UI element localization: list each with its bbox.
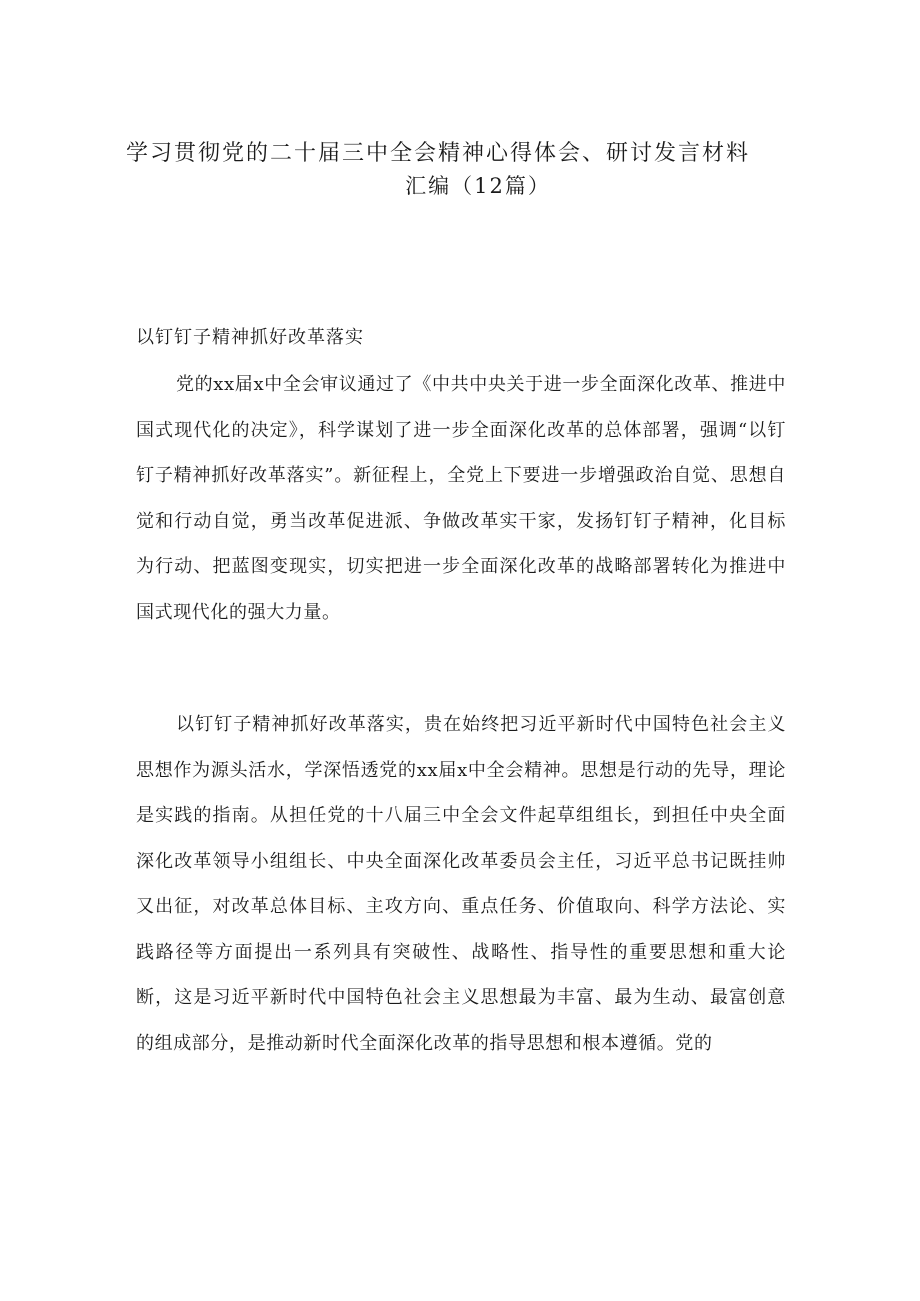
document-title-line-1: 学习贯彻党的二十届三中全会精神心得体会、研讨发言材料 (125, 141, 750, 166)
section-heading: 以钉钉子精神抓好改革落实 (136, 327, 364, 348)
body-paragraph-2: 以钉钉子精神抓好改革落实，贵在始终把习近平新时代中国特色社会主义思想作为源头活水，学深悟透党的xx届x中全会精神。思想是行动的先导，理论是实践的指南。从担任党的十八届三中全会文件起草组组长，到担任中央全面深化改革领导小组组长、中央全面深化改革委员会主任，习近平总书记既挂帅又出征，对改革总体目标、主攻方向、重点任务、价值取向、科学方法论、实践路径等方面提出一系列具有突破性、战略性、指导性的重要思想和重大论断，这是习近平新时代中国特色社会主义思想最为丰富、最为生动、最富创意的组成部分，是推动新时代全面深化改革的指导思想和根本遵循。党的 (136, 714, 786, 1054)
document-title-line-2: 汇编（12篇） (405, 174, 551, 198)
body-paragraph-1: 党的xx届x中全会审议通过了《中共中央关于进一步全面深化改革、推进中国式现代化的决定》，科学谋划了进一步全面深化改革的总体部署，强调“以钉钉子精神抓好改革落实”。新征程上，全党上下要进一步增强政治自觉、思想自觉和行动自觉，勇当改革促进派、争做改革实干家，发扬钉钉子精神，化目标为行动、把蓝图变现实，切实把进一步全面深化改革的战略部署转化为推进中国式现代化的强大力量。 (136, 374, 786, 623)
